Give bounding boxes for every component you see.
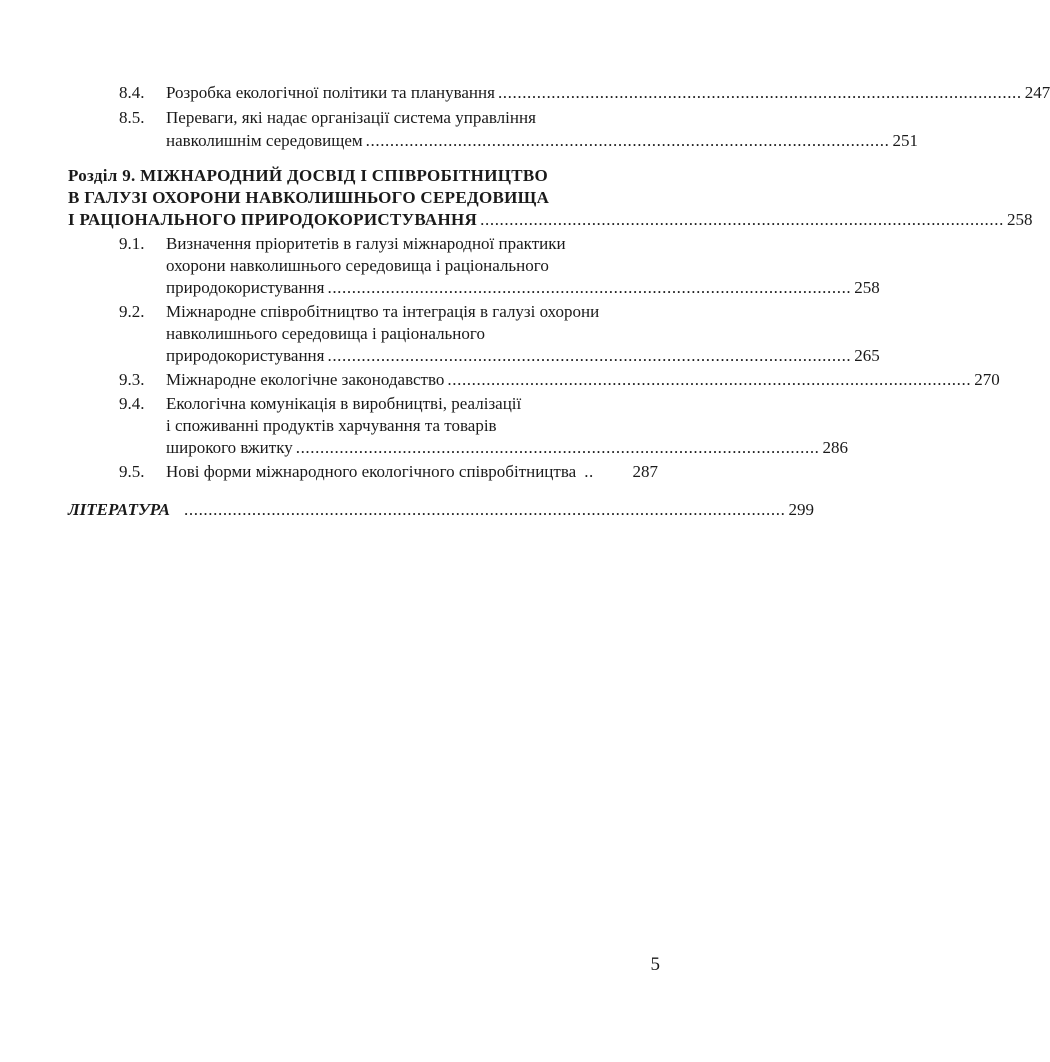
dot-leader: .. xyxy=(584,462,594,481)
toc-entry-9-4[interactable] xyxy=(0,392,750,416)
toc-entry-9-2-cont xyxy=(0,322,750,346)
section-title-line: і споживанні продуктів харчування та товарів xyxy=(166,416,497,435)
section-title-line: Міжнародне співробітництво та інтеграція в галузі охорони xyxy=(166,302,600,321)
section-number: 8.4. xyxy=(119,83,145,102)
toc-entry-9-4-cont xyxy=(0,436,849,460)
chapter-9-heading-cont xyxy=(0,186,750,210)
toc-entry-9-2[interactable] xyxy=(0,300,750,324)
toc-entry-9-5[interactable] xyxy=(0,460,750,484)
toc-entry-8-5[interactable] xyxy=(0,106,750,130)
entry-row xyxy=(166,276,880,300)
dot-leader: ............................................................................................................ xyxy=(447,370,972,389)
page-ref: 258 xyxy=(854,278,880,297)
entry-row xyxy=(166,460,658,484)
page-ref: 299 xyxy=(788,500,814,519)
section-title-line: Переваги, які надає організації система управління xyxy=(166,108,536,127)
entry-row xyxy=(166,344,880,368)
section-title: Нові форми міжнародного екологічного співробітництва xyxy=(166,462,577,481)
section-number: 8.5. xyxy=(119,108,145,127)
section-title-line: навколишнього середовища і раціонального xyxy=(166,324,485,343)
toc-entry-9-2-cont xyxy=(0,344,880,368)
entry-row xyxy=(166,368,1000,392)
section-number: 9.3. xyxy=(119,370,145,389)
page-ref: 270 xyxy=(974,370,1000,389)
section-number: 9.2. xyxy=(119,302,145,321)
section-title-line: охорони навколишнього середовища і раціонального xyxy=(166,256,549,275)
page-ref: 265 xyxy=(854,346,880,365)
section-title-line: Визначення пріоритетів в галузі міжнародної практики xyxy=(166,234,566,253)
chapter-9-heading-cont xyxy=(0,208,1033,232)
section-title-line: Екологічна комунікація в виробництві, реалізації xyxy=(166,394,522,413)
toc-entry-literature[interactable] xyxy=(0,498,814,522)
chapter-title-line: Розділ 9. МІЖНАРОДНИЙ ДОСВІД І СПІВРОБІТНИЦТВО xyxy=(68,166,549,185)
page-ref: 286 xyxy=(822,438,849,457)
section-title-line: навколишнім середовищем xyxy=(166,131,363,150)
entry-row xyxy=(68,498,814,522)
toc-entry-9-4-cont xyxy=(0,414,750,438)
toc-entry-9-1[interactable] xyxy=(0,232,750,256)
section-number: 9.5. xyxy=(119,462,145,481)
section-title: Розробка екологічної політики та планування xyxy=(166,83,495,102)
section-title-line: природокористування xyxy=(166,346,325,365)
section-number: 9.4. xyxy=(119,394,145,413)
dot-leader: ............................................................................................................ xyxy=(365,131,890,150)
toc-entry-9-3[interactable] xyxy=(0,368,1000,392)
section-number: 9.1. xyxy=(119,234,145,253)
page-ref: 258 xyxy=(1006,210,1033,229)
literature-title: ЛІТЕРАТУРА xyxy=(68,500,171,519)
dot-leader: ............................................................................................................ xyxy=(497,83,1022,102)
dot-leader: ............................................................................................................ xyxy=(480,210,1004,229)
toc-entry-8-4[interactable] xyxy=(0,81,1050,105)
entry-row xyxy=(166,129,918,153)
page-ref: 251 xyxy=(892,131,918,150)
dot-leader: ............................................................................................................ xyxy=(327,346,852,365)
toc-entry-9-1-cont xyxy=(0,254,750,278)
dot-leader: ............................................................................................................ xyxy=(295,438,820,457)
toc-entry-8-5-cont xyxy=(0,129,918,153)
entry-row xyxy=(68,208,1033,232)
chapter-9-heading[interactable] xyxy=(0,164,750,188)
section-title-line: широкого вжитку xyxy=(166,438,293,457)
section-title-line: природокористування xyxy=(166,278,325,297)
dot-leader: ............................................................................................................................ xyxy=(184,500,786,519)
page-ref: 247 xyxy=(1024,83,1050,102)
entry-row xyxy=(166,436,849,460)
page-number: 5 xyxy=(650,954,660,975)
toc-entry-9-1-cont xyxy=(0,276,880,300)
chapter-title-line: В ГАЛУЗІ ОХОРОНИ НАВКОЛИШНЬОГО СЕРЕДОВИЩА xyxy=(68,188,550,207)
chapter-title-line: І РАЦІОНАЛЬНОГО ПРИРОДОКОРИСТУВАННЯ xyxy=(68,210,478,229)
dot-leader: ............................................................................................................ xyxy=(327,278,852,297)
page-ref: 287 xyxy=(632,462,658,481)
section-title: Міжнародне екологічне законодавство xyxy=(166,370,445,389)
entry-row xyxy=(166,81,1050,105)
